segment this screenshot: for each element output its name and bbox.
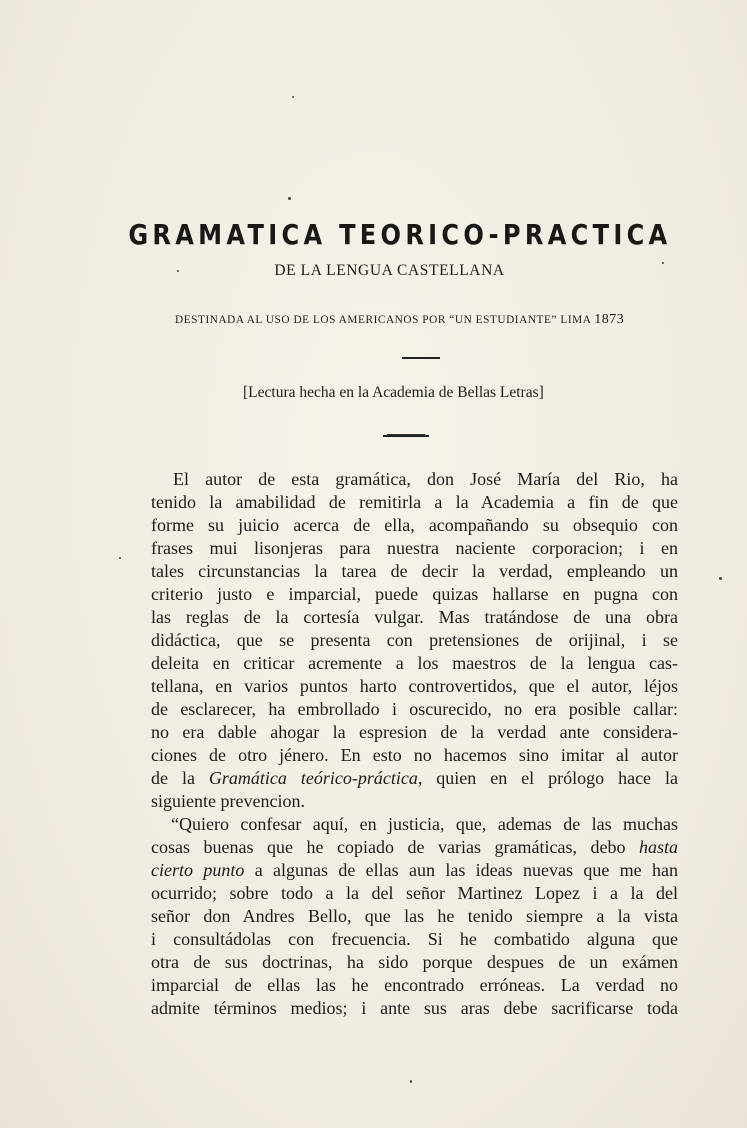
text-line: otra de sus doctrinas, ha sido porque despues de un exámen xyxy=(151,952,678,972)
body-text xyxy=(151,468,678,1020)
paper-speck xyxy=(288,197,291,200)
text-fragment: de la xyxy=(151,768,209,788)
paper-speck xyxy=(719,577,722,580)
text-line: criterio justo e imparcial, puede quizas hallarse en pugna con xyxy=(151,584,678,604)
text-line: frases mui lisonjeras para nuestra naciente corporacion; i en xyxy=(151,538,678,558)
text-line: “Quiero confesar aquí, en justicia, que, ademas de las muchas xyxy=(171,814,678,834)
text-line: siguiente prevencion. xyxy=(151,791,305,811)
text-line: tales circunstancias la tarea de decir la verdad, empleando un xyxy=(151,561,678,581)
text-line: imparcial de ellas las he encontrado erróneas. La verdad no xyxy=(151,975,678,995)
page-title: GRAMATICA TEORICO-PRACTICA xyxy=(128,218,672,251)
dedication-year: 1873 xyxy=(594,312,625,327)
italic-phrase: cierto punto xyxy=(151,860,245,880)
paper-speck xyxy=(177,270,179,272)
paper-speck xyxy=(410,1080,412,1083)
italic-phrase: hasta xyxy=(638,837,678,857)
text-line xyxy=(151,836,678,859)
text-fragment: a algunas de ellas aun las ideas nuevas que me han xyxy=(244,860,678,880)
text-line: i consultádolas con frecuencia. Si he combatido alguna que xyxy=(151,929,678,949)
italic-book-title: Gramática teórico-práctica, xyxy=(208,768,423,788)
text-line: de esclarecer, ha embrollado i oscurecido, no era posible callar: xyxy=(151,699,678,719)
text-line: El autor de esta gramática, don José María del Rio, ha xyxy=(173,469,678,489)
text-fragment: quien en el prólogo hace la xyxy=(422,768,678,788)
text-line: forme su juicio acerca de ella, acompañando su obsequio con xyxy=(151,515,678,535)
divider-rule xyxy=(402,357,440,359)
text-line xyxy=(151,767,678,790)
paper-speck xyxy=(662,262,664,264)
text-line: tenido la amabilidad de remitirla a la Academia a fin de que xyxy=(151,492,678,512)
paper-speck xyxy=(119,557,121,559)
divider-rule xyxy=(383,435,429,437)
text-line: ocurrido; sobre todo a la del señor Martinez Lopez i a la del xyxy=(151,883,678,903)
dedication-line xyxy=(175,312,675,328)
text-line: admite términos medios; i ante sus aras debe sacrificarse toda xyxy=(151,998,678,1018)
text-line: señor don Andres Bello, que las he tenido siempre a la vista xyxy=(151,906,678,926)
text-line: ciones de otro jénero. En esto no hacemos sino imitar al autor xyxy=(151,745,678,765)
paper-speck xyxy=(292,96,294,98)
text-line: las reglas de la cortesía vulgar. Mas tratándose de una obra xyxy=(151,607,678,627)
text-line: tellana, en varios puntos harto controvertidos, que el autor, léjos xyxy=(151,676,678,696)
text-line xyxy=(151,859,678,882)
lecture-note: [Lectura hecha en la Academia de Bellas Letras] xyxy=(243,384,544,401)
text-fragment: cosas buenas que he copiado de varias gramáticas, debo xyxy=(151,837,639,857)
subtitle: DE LA LENGUA CASTELLANA xyxy=(274,262,505,279)
text-line: didáctica, que se presenta con pretensiones de orijinal, i se xyxy=(151,630,678,650)
text-line: deleita en criticar acremente a los maestros de la lengua cas- xyxy=(151,653,678,673)
text-line: no era dable ahogar la espresion de la verdad ante considera- xyxy=(151,722,678,742)
dedication-text: DESTINADA AL USO DE LOS AMERICANOS POR “UN ESTUDIANTE” LIMA xyxy=(175,314,591,326)
